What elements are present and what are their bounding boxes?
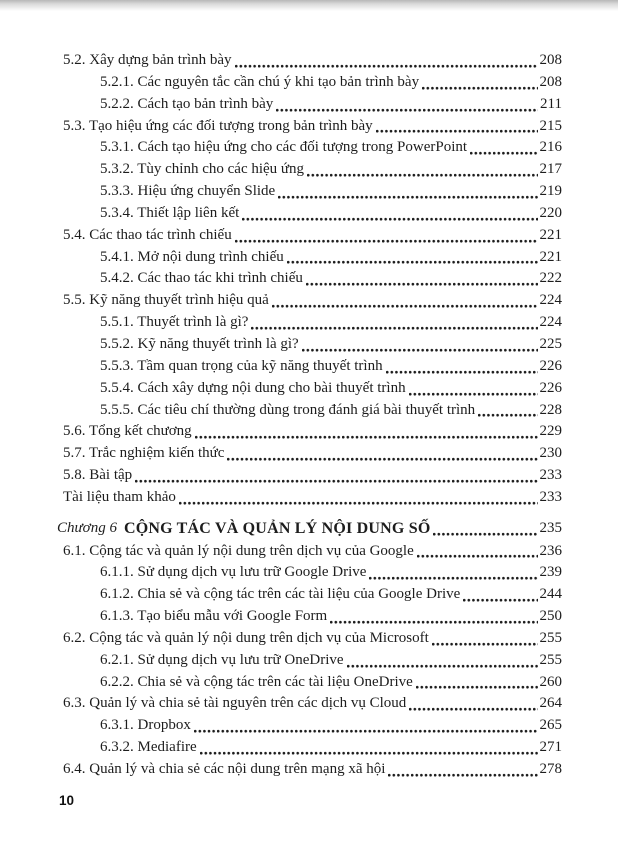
toc-entry <box>57 334 562 356</box>
toc-entry <box>57 203 562 225</box>
toc-entry <box>57 737 562 759</box>
toc-entry-page: 271 <box>539 739 562 756</box>
toc-entry-title: 6.3.1. Dropbox <box>100 717 191 734</box>
toc-entry-title: 5.2. Xây dựng bản trình bày <box>63 52 232 68</box>
toc-entry-title: 5.2.2. Cách tạo bản trình bày <box>100 95 274 112</box>
dot-leader <box>195 435 538 439</box>
dot-leader <box>287 260 538 264</box>
toc-entry-page: 250 <box>539 608 562 625</box>
footer-page-number: 10 <box>59 793 75 808</box>
toc-entry <box>57 518 562 540</box>
toc-entry-title: 5.2.1. Các nguyên tắc cần chú ý khi tạo bản trình bày <box>100 73 420 90</box>
toc-entry-title: 5.8. Bài tập <box>63 467 133 484</box>
toc-entry-page: 233 <box>539 488 562 505</box>
toc-entry-title: 6.1.1. Sử dụng dịch vụ lưu trữ Google Drive <box>100 564 367 581</box>
toc-entry <box>57 584 562 606</box>
toc-entry-page: 221 <box>539 248 562 265</box>
toc-entry-page: 244 <box>539 586 562 603</box>
dot-leader <box>227 457 537 461</box>
toc-entry-page: 216 <box>539 139 562 156</box>
toc-entry-page: 220 <box>539 204 562 221</box>
toc-entry <box>57 487 562 509</box>
dot-leader <box>369 576 537 580</box>
dot-leader <box>278 195 537 199</box>
toc-entry-page: 221 <box>539 226 562 243</box>
toc-entry-title: 6.4. Quản lý và chia sẻ các nội dung trên mạng xã hội <box>63 761 386 777</box>
toc-entry-page: 264 <box>539 695 562 712</box>
dot-leader <box>179 501 538 505</box>
toc-entry-page: 222 <box>539 270 562 287</box>
dot-leader <box>416 685 538 689</box>
dot-leader <box>409 707 537 711</box>
toc-entry-page: 278 <box>539 761 562 777</box>
toc-entry-title: 5.3.3. Hiệu ứng chuyển Slide <box>100 183 276 200</box>
toc-entry-title: CỘNG TÁC VÀ QUẢN LÝ NỘI DUNG SỐ <box>123 519 431 537</box>
dot-leader <box>388 773 537 777</box>
dot-leader <box>478 413 537 417</box>
dot-leader <box>306 282 538 286</box>
toc-entry <box>57 225 562 247</box>
toc-entry-title: 5.5.5. Các tiêu chí thường dùng trong đánh giá bài thuyết trình <box>100 401 476 418</box>
toc-entry <box>57 94 562 116</box>
toc-entry <box>57 650 562 672</box>
toc-entry-page: 228 <box>539 401 562 418</box>
toc-entry <box>57 693 562 715</box>
dot-leader <box>330 620 537 624</box>
dot-leader <box>470 151 537 155</box>
dot-leader <box>135 479 537 483</box>
page-top-edge-shadow <box>0 0 618 11</box>
toc-entry-title: 5.7. Trắc nghiệm kiến thức <box>63 445 225 462</box>
toc-entry-title: 6.1.3. Tạo biểu mẫu với Google Form <box>100 608 328 625</box>
toc-entry-title: 5.5.2. Kỹ năng thuyết trình là gì? <box>100 335 299 352</box>
toc-entry-page: 217 <box>539 161 562 178</box>
dot-leader <box>432 642 538 646</box>
toc-entry <box>57 268 562 290</box>
toc-entry-title: 5.5.1. Thuyết trình là gì? <box>100 314 249 331</box>
dot-leader <box>376 129 538 133</box>
toc-entry-page: 260 <box>539 673 562 690</box>
toc-entry-page: 215 <box>539 117 562 134</box>
toc-entry-page: 239 <box>539 564 562 581</box>
toc-entry-title: 6.2.1. Sử dụng dịch vụ lưu trữ OneDrive <box>100 651 344 668</box>
table-of-contents <box>57 50 562 781</box>
dot-leader <box>251 326 537 330</box>
dot-leader <box>347 664 538 668</box>
dot-leader <box>302 348 538 352</box>
toc-entry-title: 5.3.2. Tùy chỉnh cho các hiệu ứng <box>100 161 305 178</box>
toc-entry <box>57 628 562 650</box>
toc-entry <box>57 378 562 400</box>
dot-leader <box>235 64 538 68</box>
toc-entry-title: 6.2.2. Chia sẻ và cộng tác trên các tài liệu OneDrive <box>100 673 413 690</box>
dot-leader <box>463 598 537 602</box>
toc-entry-title: 5.3.1. Cách tạo hiệu ứng cho các đối tượng trong PowerPoint <box>100 139 468 156</box>
toc-entry <box>57 159 562 181</box>
dot-leader <box>235 239 538 243</box>
toc-entry-title: Tài liệu tham khảo <box>63 488 176 505</box>
toc-entry <box>57 400 562 422</box>
toc-entry-title: 5.5. Kỹ năng thuyết trình hiệu quả <box>63 292 269 309</box>
toc-entry-page: 226 <box>539 379 562 396</box>
toc-entry-page: 224 <box>539 292 562 309</box>
toc-entry <box>57 562 562 584</box>
dot-leader <box>242 217 537 221</box>
toc-entry-title: 6.1. Cộng tác và quản lý nội dung trên dịch vụ của Google <box>63 542 414 559</box>
toc-entry <box>57 759 562 781</box>
toc-entry <box>57 181 562 203</box>
toc-entry <box>57 50 562 72</box>
toc-entry-title: 6.1.2. Chia sẻ và cộng tác trên các tài liệu của Google Drive <box>100 586 461 603</box>
dot-leader <box>194 729 538 733</box>
toc-entry-page: 235 <box>539 519 562 536</box>
toc-entry-title: 5.4. Các thao tác trình chiếu <box>63 226 232 243</box>
toc-entry-title: 5.6. Tổng kết chương <box>63 423 192 440</box>
toc-entry-title: 6.3.2. Mediafire <box>100 739 197 756</box>
toc-entry-page: 236 <box>539 542 562 559</box>
toc-chapter-prefix: Chương 6 <box>57 519 117 536</box>
toc-entry-title: 5.4.1. Mở nội dung trình chiếu <box>100 248 284 265</box>
dot-leader <box>200 751 538 755</box>
toc-entry <box>57 715 562 737</box>
toc-entry <box>57 247 562 269</box>
toc-entry <box>57 672 562 694</box>
toc-entry-title: 5.4.2. Các thao tác khi trình chiếu <box>100 270 303 287</box>
toc-entry-page: 226 <box>539 357 562 374</box>
toc-entry-title: 6.2. Cộng tác và quản lý nội dung trên dịch vụ của Microsoft <box>63 629 429 646</box>
toc-entry-page: 219 <box>539 183 562 200</box>
toc-entry <box>57 541 562 563</box>
toc-entry <box>57 72 562 94</box>
toc-entry <box>57 312 562 334</box>
toc-entry <box>57 465 562 487</box>
toc-entry-title: 5.5.3. Tầm quan trọng của kỹ năng thuyết trình <box>100 357 383 374</box>
dot-leader <box>422 86 537 90</box>
dot-leader <box>386 370 538 374</box>
toc-entry-page: 224 <box>539 314 562 331</box>
toc-entry-page: 255 <box>539 651 562 668</box>
toc-entry <box>57 137 562 159</box>
dot-leader <box>272 304 538 308</box>
toc-entry-page: 230 <box>539 445 562 462</box>
toc-entry-page: 225 <box>539 335 562 352</box>
toc-entry-page: 208 <box>539 73 562 90</box>
toc-entry-page: 265 <box>539 717 562 734</box>
toc-entry-title: 6.3. Quản lý và chia sẻ tài nguyên trên các dịch vụ Cloud <box>63 695 407 712</box>
toc-entry-page: 208 <box>539 52 562 68</box>
toc-entry-page: 255 <box>539 629 562 646</box>
toc-entry-page: 233 <box>539 467 562 484</box>
toc-entry <box>57 443 562 465</box>
toc-entry <box>57 606 562 628</box>
toc-entry-title: 5.3. Tạo hiệu ứng các đối tượng trong bản trình bày <box>63 117 373 134</box>
dot-leader <box>417 554 538 558</box>
toc-entry <box>57 356 562 378</box>
toc-entry-page: 229 <box>539 423 562 440</box>
toc-entry-page: 211 <box>540 95 562 112</box>
dot-leader <box>433 532 537 536</box>
toc-entry <box>57 116 562 138</box>
toc-entry-title: 5.5.4. Cách xây dựng nội dung cho bài thuyết trình <box>100 379 406 396</box>
dot-leader <box>276 108 538 112</box>
toc-entry-title: 5.3.4. Thiết lập liên kết <box>100 204 240 221</box>
dot-leader <box>409 392 538 396</box>
toc-entry <box>57 290 562 312</box>
toc-entry <box>57 421 562 443</box>
dot-leader <box>307 173 537 177</box>
